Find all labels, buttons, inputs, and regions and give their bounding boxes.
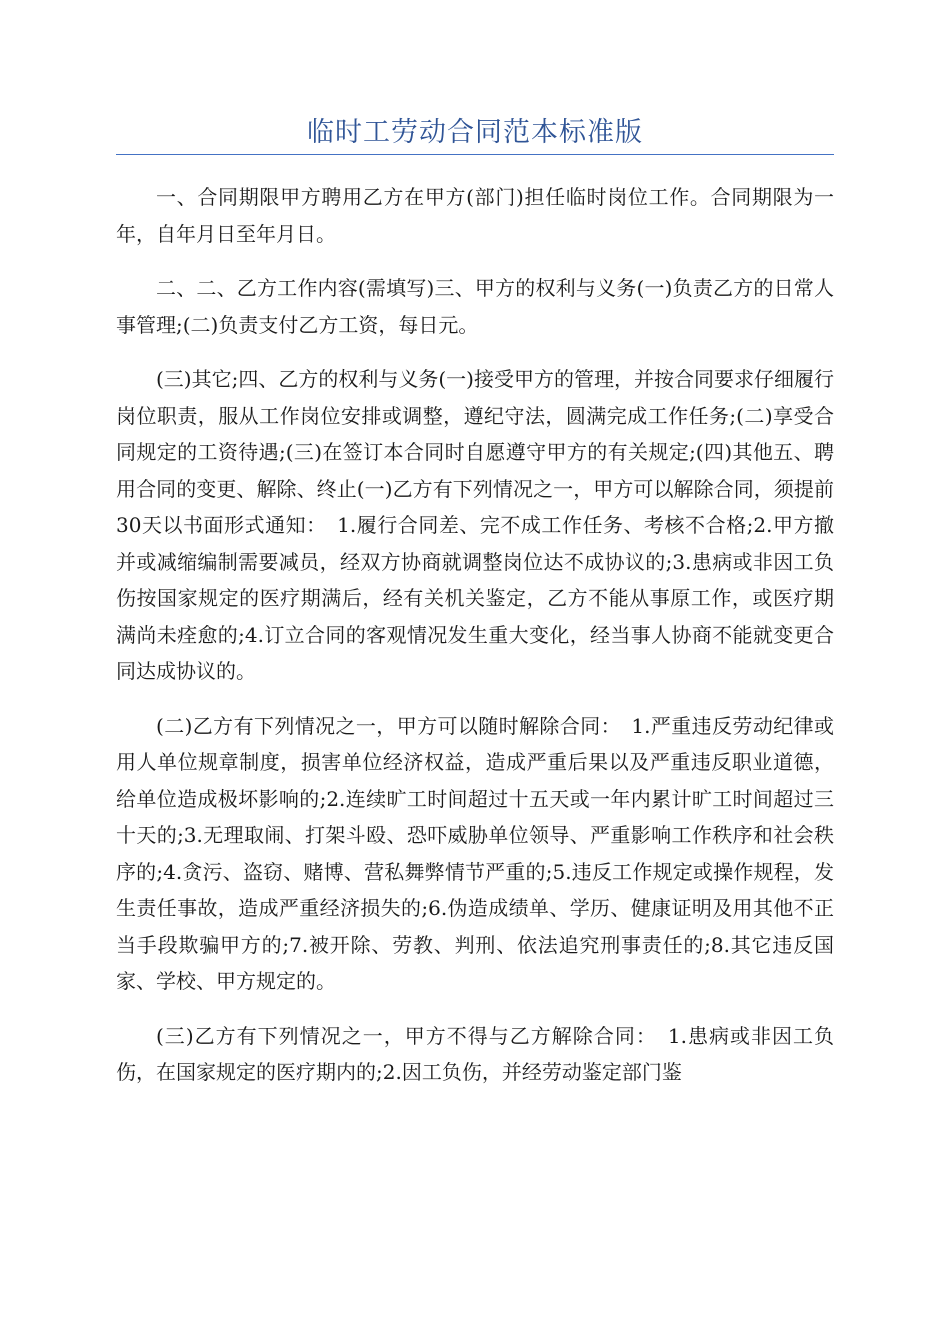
paragraph-immediate-termination: (二)乙方有下列情况之一，甲方可以随时解除合同： 1.严重违反劳动纪律或用人单位规章制度，损害单位经济权益，造成严重后果以及严重违反职业道德，给单位造成极坏影响的;2.连续旷工时间超过十五天或一年内累计旷工时间超过三十天的;3.无理取闹、打架斗殴、恐吓威胁单位领导、严重影响工作秩序和社会秩序的;4.贪污、盗窃、赌博、营私舞弊情节严重的;5.违反工作规定或操作规程，发生责任事故，造成严重经济损失的;6.伪造成绩单、学历、健康证明及用其他不正当手段欺骗甲方的;7.被开除、劳教、判刑、依法追究刑事责任的;8.其它违反国家、学校、甲方规定的。 xyxy=(116,713,834,993)
title-underline xyxy=(116,154,834,155)
paragraph-contract-term: 一、合同期限甲方聘用乙方在甲方(部门)担任临时岗位工作。合同期限为一年，自年月日至年月日。 xyxy=(116,185,834,246)
document-title: 临时工劳动合同范本标准版 xyxy=(307,117,643,148)
paragraph-employee-duties-and-termination: (三)其它;四、乙方的权利与义务(一)接受甲方的管理，并按合同要求仔细履行岗位职责，服从工作岗位安排或调整，遵纪守法，圆满完成工作任务;(二)享受合同规定的工资待遇;(三)在签订本合同时自愿遵守甲方的有关规定;(四)其他五、聘用合同的变更、解除、终止(一)乙方有下列情况之一，甲方可以解除合同，须提前30天以书面形式通知： 1.履行合同差、完不成工作任务、考核不合格;2.甲方撤并或减缩编制需要减员，经双方协商就调整岗位达不成协议的;3.患病或非因工负伤按国家规定的医疗期满后，经有关机关鉴定，乙方不能从事原工作，或医疗期满尚未痊愈的;4.订立合同的客观情况发生重大变化，经当事人协商不能就变更合同达成协议的。 xyxy=(116,367,834,683)
paragraph-work-content-and-employer-duties: 二、二、乙方工作内容(需填写)三、甲方的权利与义务(一)负责乙方的日常人事管理;(二)负责支付乙方工资，每日元。 xyxy=(116,276,834,337)
document-page xyxy=(116,112,834,1109)
paragraph-termination-prohibited: (三)乙方有下列情况之一，甲方不得与乙方解除合同： 1.患病或非因工负伤，在国家规定的医疗期内的;2.因工负伤，并经劳动鉴定部门鉴 xyxy=(116,1023,834,1084)
